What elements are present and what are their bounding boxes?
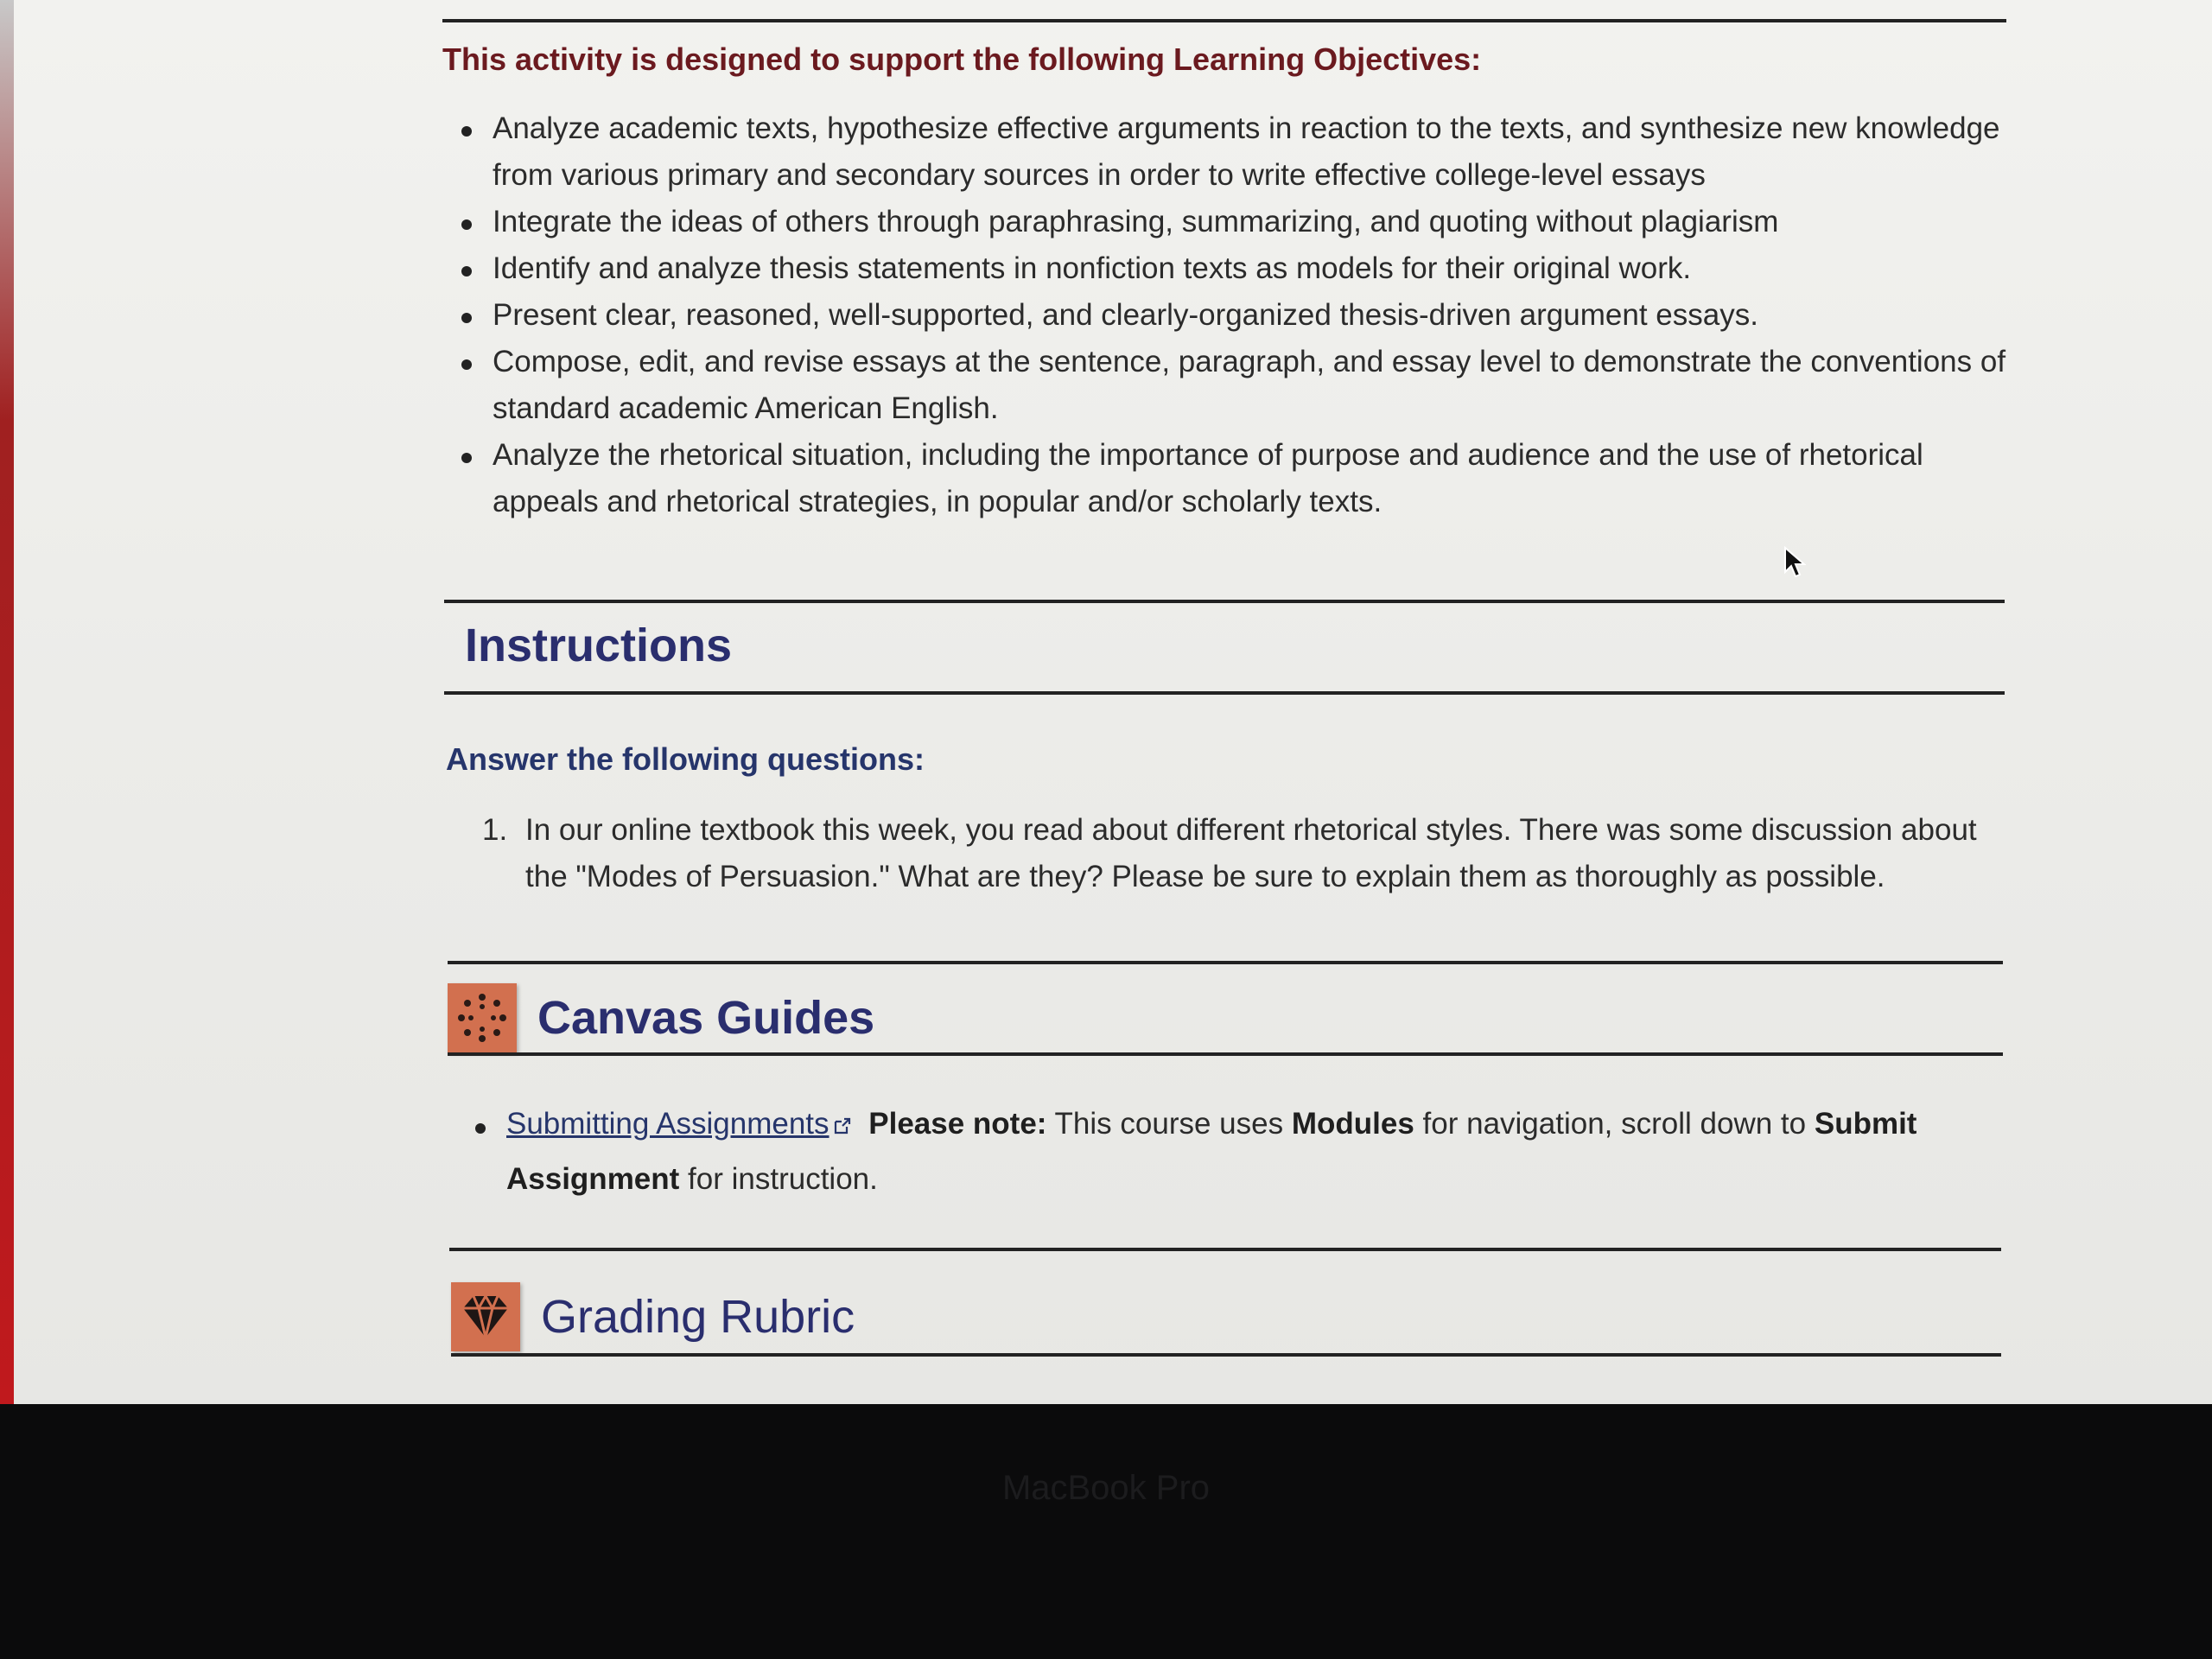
answer-questions-heading: Answer the following questions:	[446, 741, 925, 777]
note-text: for instruction.	[688, 1161, 878, 1196]
list-item: Integrate the ideas of others through paraphrasing, summarizing, and quoting without plagiarism	[493, 199, 2006, 245]
divider	[444, 691, 2005, 695]
divider	[449, 1248, 2001, 1251]
questions-list	[446, 807, 2001, 900]
canvas-guides-list	[448, 1097, 2003, 1206]
question-item	[482, 807, 2001, 900]
note-text: for navigation, scroll down to	[1422, 1107, 1807, 1141]
divider	[448, 1052, 2003, 1056]
question-number: 1.	[482, 813, 508, 847]
mouse-cursor-icon	[1783, 546, 1806, 583]
grading-rubric-heading: Grading Rubric	[541, 1291, 855, 1343]
canvas-logo-icon	[448, 983, 517, 1052]
divider-top	[442, 19, 2006, 22]
list-item: Compose, edit, and revise essays at the sentence, paragraph, and essay level to demonstrate the conventions of standard academic American English.	[493, 339, 2006, 432]
list-item: Present clear, reasoned, well-supported, and clearly-organized thesis-driven argument essays.	[493, 292, 2006, 339]
note-label: Please note:	[868, 1107, 1047, 1141]
note-text: This course uses	[1054, 1107, 1284, 1141]
external-link-icon	[833, 1099, 852, 1153]
divider	[451, 1353, 2001, 1357]
learning-objectives-heading: This activity is designed to support the following Learning Objectives:	[442, 41, 1482, 77]
learning-objectives-list	[442, 105, 2006, 525]
canvas-guides-heading: Canvas Guides	[537, 992, 875, 1044]
divider	[448, 961, 2003, 964]
list-item: Identify and analyze thesis statements in nonfiction texts as models for their original work.	[493, 245, 2006, 292]
gem-icon	[451, 1282, 520, 1351]
divider	[444, 600, 2005, 603]
left-edge-strip	[0, 0, 14, 1404]
list-item	[506, 1097, 2003, 1206]
question-text: In our online textbook this week, you read about different rhetorical styles. There was some discussion about the "Modes of Persuasion." What are they? Please be sure to explain them as thoroughly as possible.	[525, 813, 1977, 893]
note-modules: Modules	[1291, 1107, 1414, 1141]
list-item: Analyze academic texts, hypothesize effective arguments in reaction to the texts, and synthesize new knowledge from various primary and secondary sources in order to write effective college-level essays	[493, 105, 2006, 199]
submitting-assignments-link[interactable]: Submitting Assignments	[506, 1107, 830, 1141]
note-submit-assignment: Submit Assignment	[506, 1107, 1917, 1196]
grading-rubric-header	[451, 1282, 855, 1351]
instructions-heading: Instructions	[465, 620, 733, 671]
canvas-guides-header	[448, 983, 874, 1052]
laptop-bezel-label: MacBook Pro	[1001, 1469, 1211, 1507]
list-item: Analyze the rhetorical situation, including the importance of purpose and audience and the use of rhetorical appeals and rhetorical strategies, in popular and/or scholarly texts.	[493, 432, 2006, 525]
